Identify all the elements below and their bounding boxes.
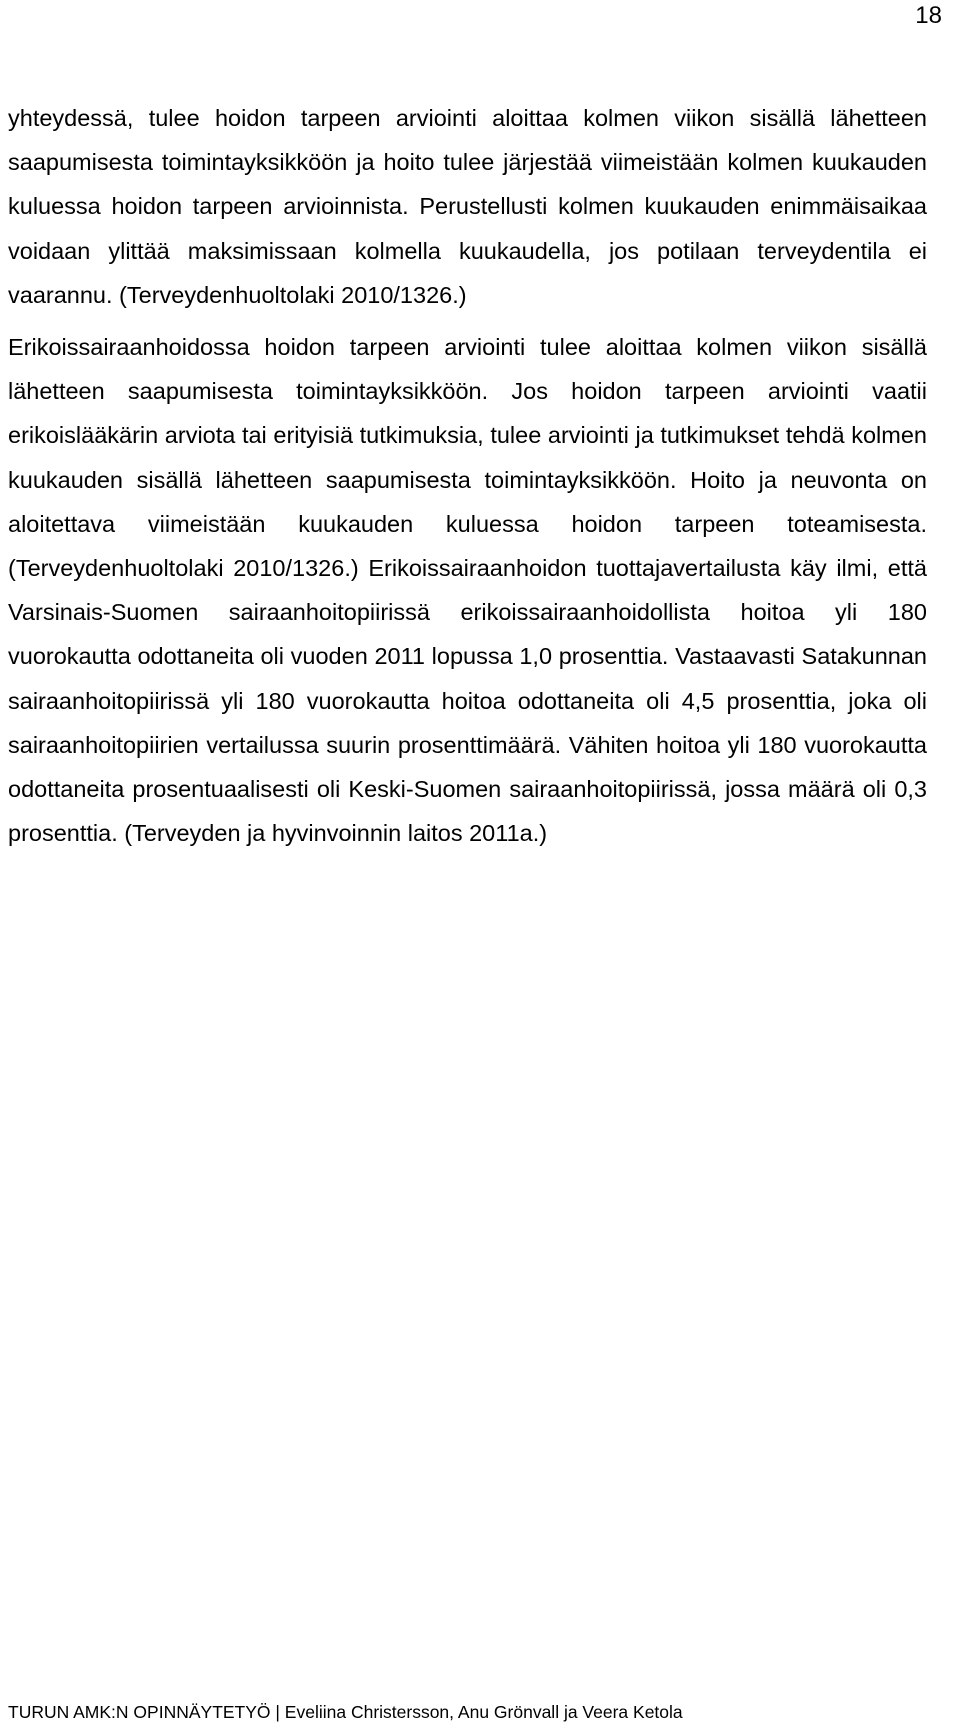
paragraph: yhteydessä, tulee hoidon tarpeen arviointi aloittaa kolmen viikon sisällä lähetteen saapumisesta toimintayksikköön ja hoito tulee järjestää viimeistään kolmen kuukauden kuluessa hoidon tarpeen arvioinnista. Perustellusti kolmen kuukauden enimmäisaikaa voidaan ylittää maksimissaan kolmella kuukaudella, jos potilaan terveydentila ei vaarannu. (Terveydenhuoltolaki 2010/1326.)	[8, 105, 927, 308]
paragraph: Erikoissairaanhoidossa hoidon tarpeen arviointi tulee aloittaa kolmen viikon sisällä lähetteen saapumisesta toimintayksikköön. Jos hoidon tarpeen arviointi vaatii erikoislääkärin arviota tai erityisiä tutkimuksia, tulee arviointi ja tutkimukset tehdä kolmen kuukauden sisällä lähetteen saapumisesta toimintayksikköön. Hoito ja neuvonta on aloitettava viimeistään kuukauden kuluessa hoidon tarpeen toteamisesta. (Terveydenhuoltolaki 2010/1326.) Erikoissairaanhoidon tuottajavertailusta käy ilmi, että Varsinais-Suomen sairaanhoitopiirissä erikoissairaanhoidollista hoitoa yli 180 vuorokautta odottaneita oli vuoden 2011 lopussa 1,0 prosenttia. Vastaavasti Satakunnan sairaanhoitopiirissä yli 180 vuorokautta hoitoa odottaneita oli 4,5 prosenttia, joka oli sairaanhoitopiirien vertailussa suurin prosenttimäärä. Vähiten hoitoa yli 180 vuorokautta odottaneita prosentuaalisesti oli Keski-Suomen sairaanhoitopiirissä, jossa määrä oli 0,3 prosenttia. (Terveyden ja hyvinvoinnin laitos 2011a.)	[8, 334, 927, 847]
page-number: 18	[915, 2, 942, 29]
page-footer: TURUN AMK:N OPINNÄYTETYÖ | Eveliina Christersson, Anu Grönvall ja Veera Ketola	[8, 1702, 683, 1722]
body-text	[8, 96, 927, 855]
